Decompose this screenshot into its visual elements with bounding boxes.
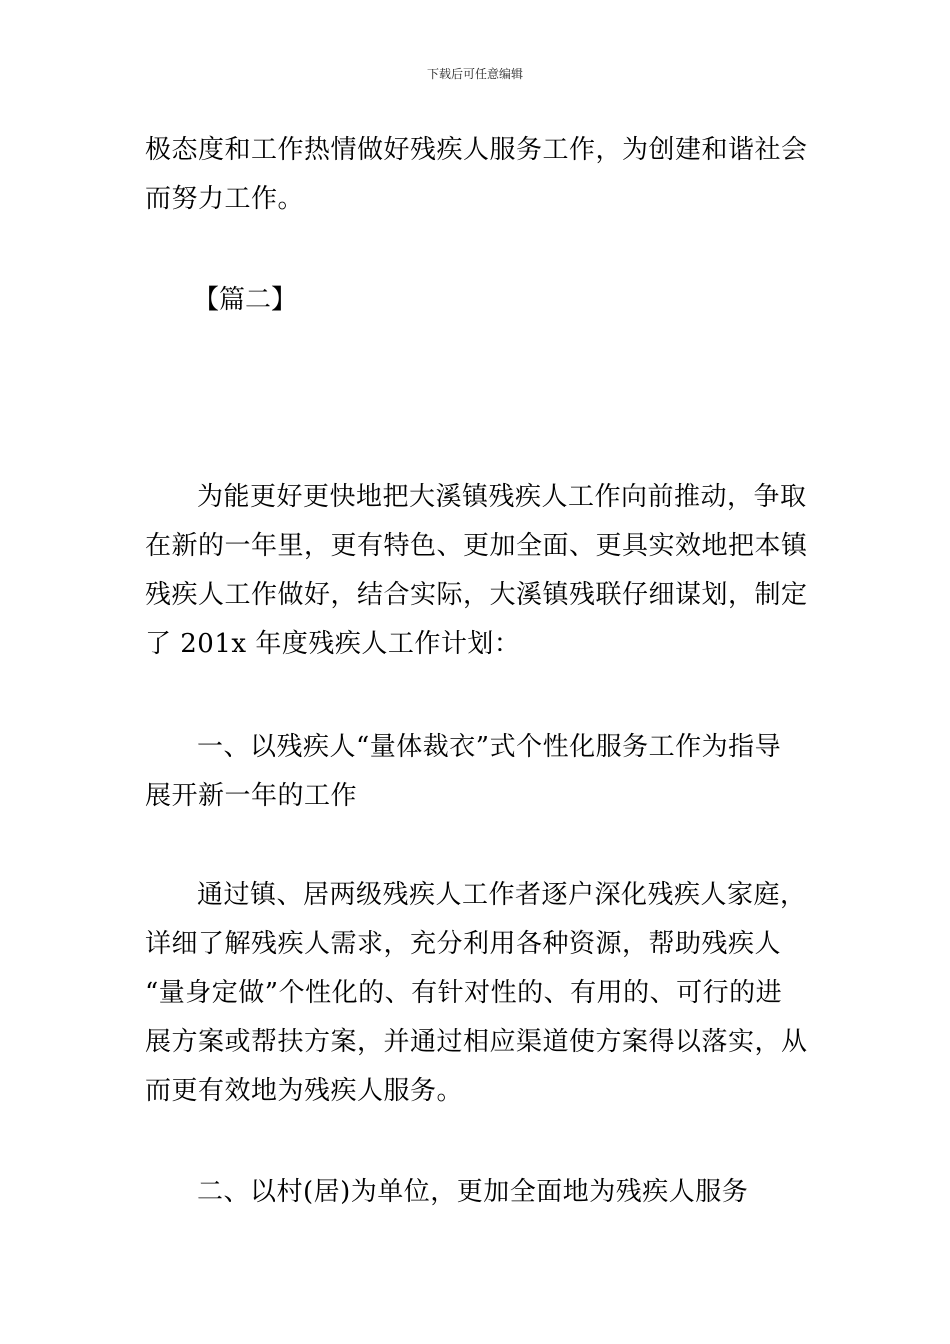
text-line: 为能更好更快地把大溪镇残疾人工作向前推动，争取	[197, 482, 807, 512]
paragraph-item-one-heading	[145, 723, 805, 821]
text-line: 而更有效地为残疾人服务。	[145, 1076, 464, 1106]
text-line: “量身定做”个性化的、有针对性的、有用的、可行的进	[145, 978, 783, 1008]
paragraph-item-one-body	[145, 871, 808, 1116]
text-line: 详细了解残疾人需求，充分利用各种资源，帮助残疾人	[145, 929, 782, 959]
text-line: 极态度和工作热情做好残疾人服务工作，为创建和谐社会	[145, 135, 808, 165]
paragraph-intro	[145, 473, 808, 669]
text-line: 了 201x 年度残疾人工作计划：	[145, 629, 521, 659]
text-line: 在新的一年里，更有特色、更加全面、更具实效地把本镇	[145, 531, 808, 561]
text-line: 展方案或帮扶方案，并通过相应渠道使方案得以落实，从	[145, 1027, 808, 1057]
text-line: 残疾人工作做好，结合实际，大溪镇残联仔细谋划，制定	[145, 580, 808, 610]
page-header: 下载后可任意编辑	[426, 67, 523, 81]
text-line: 展开新一年的工作	[145, 781, 358, 811]
paragraph-continuation	[145, 126, 808, 224]
paragraph-item-two-heading	[145, 1168, 805, 1217]
text-line: 一、以残疾人“量体裁衣”式个性化服务工作为指导	[197, 732, 782, 762]
text-line: 二、以村(居)为单位，更加全面地为残疾人服务	[197, 1177, 749, 1207]
text-line: 通过镇、居两级残疾人工作者逐户深化残疾人家庭，	[197, 880, 807, 910]
text-line: 而努力工作。	[145, 184, 305, 214]
section-heading: 【篇二】	[193, 285, 298, 315]
